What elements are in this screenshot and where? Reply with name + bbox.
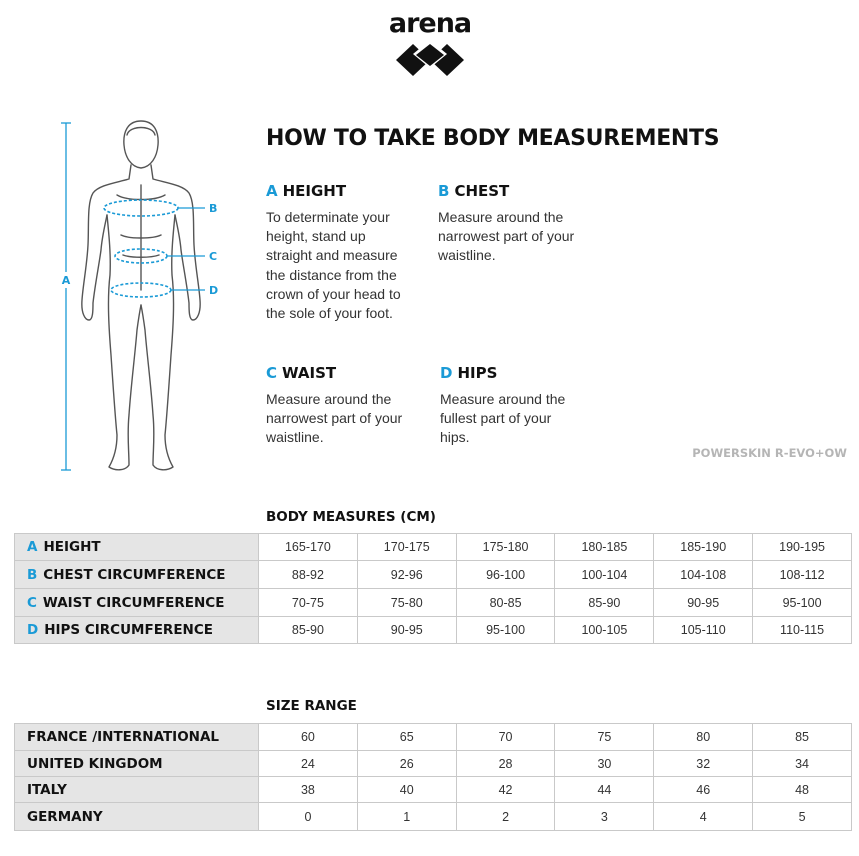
body-figure-icon	[55, 115, 235, 480]
row-header: GERMANY	[15, 803, 259, 831]
table-cell: 60	[259, 724, 358, 751]
table-cell: 170-175	[357, 534, 456, 561]
table-cell: 95-100	[753, 589, 852, 617]
row-header: UNITED KINGDOM	[15, 751, 259, 777]
table-cell: 4	[654, 803, 753, 831]
table-cell: 110-115	[753, 617, 852, 644]
table-cell: 48	[753, 777, 852, 803]
table-cell: 100-104	[555, 561, 654, 589]
table-cell: 175-180	[456, 534, 555, 561]
section-text: Measure around the narrowest part of your waistline.	[266, 391, 403, 446]
section-chest	[438, 182, 608, 266]
page-title: HOW TO TAKE BODY MEASUREMENTS	[266, 126, 720, 151]
table-cell: 80-85	[456, 589, 555, 617]
table-cell: 180-185	[555, 534, 654, 561]
figure-label-d: D	[209, 284, 219, 297]
arena-logo	[385, 8, 475, 74]
section-text: Measure around the fullest part of your hips.	[440, 391, 566, 446]
section-heading	[440, 364, 610, 382]
table-cell: 70-75	[259, 589, 358, 617]
size-range-table	[14, 723, 852, 831]
table-row	[15, 561, 852, 589]
table-row	[15, 751, 852, 777]
table-cell: 42	[456, 777, 555, 803]
table-cell: 3	[555, 803, 654, 831]
section-letter: B	[438, 182, 450, 200]
section-letter: A	[266, 182, 278, 200]
row-letter: C	[27, 594, 37, 611]
section-height	[266, 182, 436, 323]
arena-diamond-icon	[385, 40, 475, 78]
table-cell: 34	[753, 751, 852, 777]
table-cell: 90-95	[654, 589, 753, 617]
table-row	[15, 724, 852, 751]
section-text: To determinate your height, stand up straight and measure the distance from the crown of your head to the sole of your foot.	[266, 209, 401, 322]
table-row	[15, 617, 852, 644]
table-cell: 108-112	[753, 561, 852, 589]
table-row	[15, 534, 852, 561]
table-cell: 1	[357, 803, 456, 831]
table-cell: 88-92	[259, 561, 358, 589]
row-header	[15, 561, 259, 589]
table-cell: 24	[259, 751, 358, 777]
table-cell: 85	[753, 724, 852, 751]
table-cell: 30	[555, 751, 654, 777]
row-label: CHEST CIRCUMFERENCE	[43, 566, 226, 583]
row-header	[15, 589, 259, 617]
table-cell: 80	[654, 724, 753, 751]
table-cell: 85-90	[555, 589, 654, 617]
row-label: HIPS CIRCUMFERENCE	[44, 622, 213, 638]
table-cell: 104-108	[654, 561, 753, 589]
table-cell: 40	[357, 777, 456, 803]
body-measures-title: BODY MEASURES (CM)	[266, 509, 436, 525]
brand-wordmark: arena	[388, 8, 472, 39]
table-cell: 190-195	[753, 534, 852, 561]
table-row	[15, 803, 852, 831]
row-letter: A	[27, 539, 38, 555]
table-row	[15, 777, 852, 803]
table-cell: 105-110	[654, 617, 753, 644]
figure-label-a: A	[61, 274, 71, 287]
table-cell: 100-105	[555, 617, 654, 644]
table-cell: 5	[753, 803, 852, 831]
size-range-title: SIZE RANGE	[266, 698, 357, 714]
table-cell: 75	[555, 724, 654, 751]
row-label: WAIST CIRCUMFERENCE	[42, 594, 225, 611]
section-title: HEIGHT	[282, 182, 347, 200]
figure-label-c: C	[209, 250, 218, 263]
row-header: ITALY	[15, 777, 259, 803]
section-heading	[266, 182, 436, 200]
row-header	[15, 534, 259, 561]
table-cell: 85-90	[259, 617, 358, 644]
section-waist	[266, 364, 436, 448]
row-letter: B	[27, 566, 38, 583]
section-heading	[266, 364, 436, 382]
table-cell: 26	[357, 751, 456, 777]
row-header: FRANCE /INTERNATIONAL	[15, 724, 259, 751]
section-title: CHEST	[454, 182, 510, 200]
section-heading	[438, 182, 608, 200]
table-cell: 2	[456, 803, 555, 831]
table-cell: 0	[259, 803, 358, 831]
table-cell: 96-100	[456, 561, 555, 589]
section-letter: C	[266, 364, 278, 382]
table-row	[15, 589, 852, 617]
table-cell: 75-80	[357, 589, 456, 617]
section-hips	[440, 364, 610, 448]
table-cell: 28	[456, 751, 555, 777]
table-cell: 92-96	[357, 561, 456, 589]
row-label: HEIGHT	[43, 539, 101, 555]
section-text: Measure around the narrowest part of your waistline.	[438, 209, 575, 264]
section-title: WAIST	[282, 364, 337, 382]
table-cell: 65	[357, 724, 456, 751]
table-cell: 185-190	[654, 534, 753, 561]
row-header	[15, 617, 259, 644]
product-name: POWERSKIN R-EVO+OW	[692, 446, 847, 460]
table-cell: 95-100	[456, 617, 555, 644]
table-cell: 165-170	[259, 534, 358, 561]
table-cell: 44	[555, 777, 654, 803]
table-cell: 90-95	[357, 617, 456, 644]
table-cell: 70	[456, 724, 555, 751]
section-title: HIPS	[457, 364, 498, 382]
section-letter: D	[440, 364, 453, 382]
figure-label-b: B	[209, 202, 218, 215]
table-cell: 32	[654, 751, 753, 777]
row-letter: D	[27, 622, 39, 638]
body-measures-table	[14, 533, 852, 644]
table-cell: 38	[259, 777, 358, 803]
table-cell: 46	[654, 777, 753, 803]
